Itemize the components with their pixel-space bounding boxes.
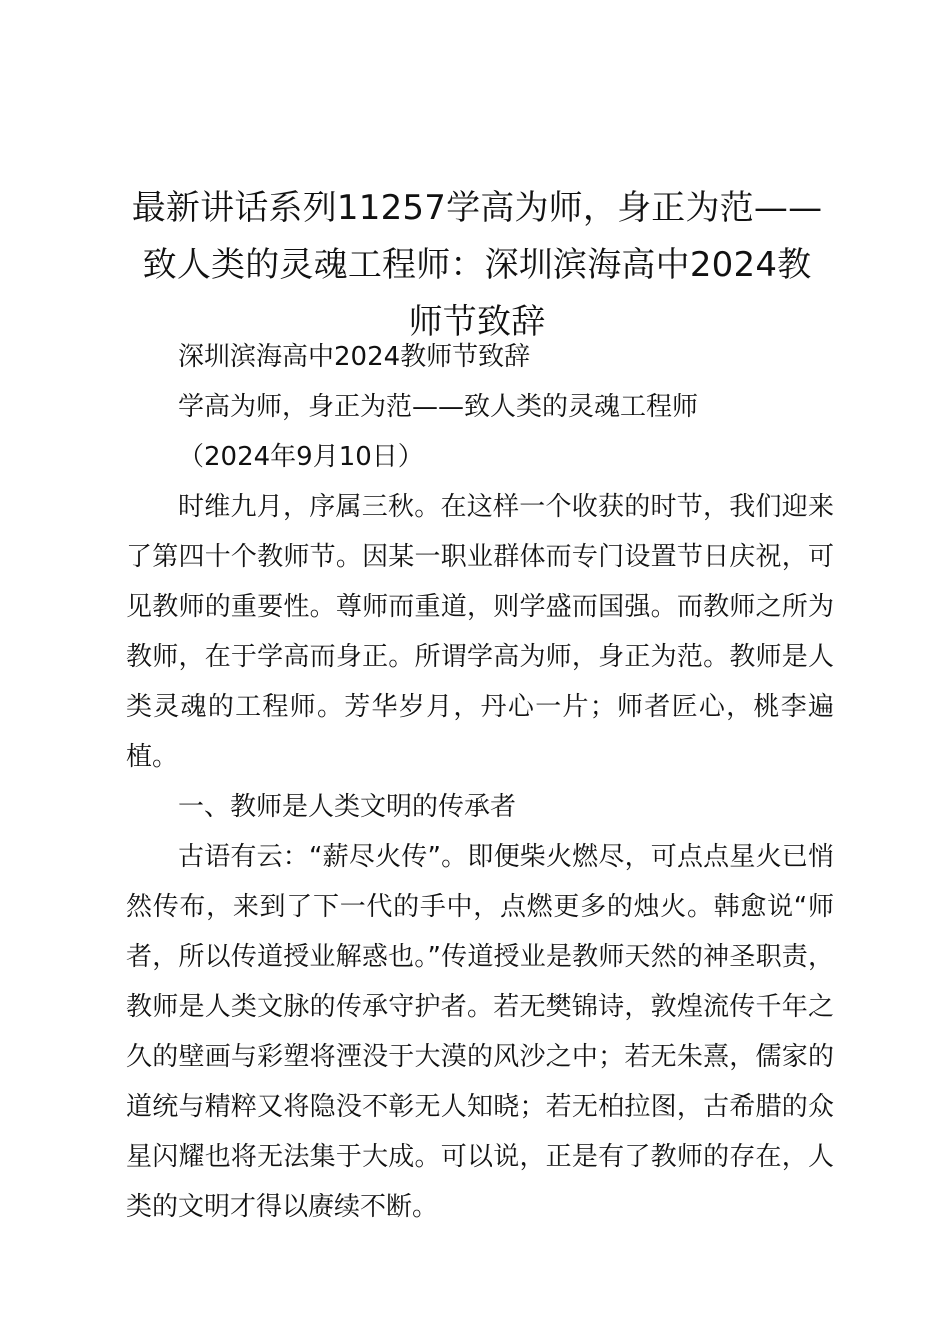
- subtitle-theme: 学高为师，身正为范——致人类的灵魂工程师: [178, 392, 699, 422]
- paragraph-section-1: 古语有云：“薪尽火传”。即便柴火燃尽，可点点星火已悄然传布，来到了下一代的手中，点燃更多的烛火。韩愈说“师者，所以传道授业解惑也。”传道授业是教师天然的神圣职责，教师是人类文脉的传承守护者。若无樊锦诗，敦煌流传千年之久的壁画与彩塑将湮没于大漠的风沙之中；若无朱熹，儒家的道统与精粹又将隐没不彰无人知晓；若无柏拉图，古希腊的众星闪耀也将无法集于大成。可以说，正是有了教师的存在，人类的文明才得以赓续不断。: [126, 842, 834, 1222]
- document-title: 最新讲话系列11257学高为师，身正为范——致人类的灵魂工程师：深圳滨海高中2024教师节致辞: [131, 188, 823, 342]
- subtitle-school: 深圳滨海高中2024教师节致辞: [178, 342, 531, 372]
- date-line: （2024年9月10日）: [178, 442, 424, 472]
- paragraph-opening: 时维九月，序属三秋。在这样一个收获的时节，我们迎来了第四十个教师节。因某一职业群体而专门设置节日庆祝，可见教师的重要性。尊师而重道，则学盛而国强。而教师之所为教师，在于学高而身正。所谓学高为师，身正为范。教师是人类灵魂的工程师。芳华岁月，丹心一片；师者匠心，桃李遍植。: [126, 492, 834, 772]
- document-body: [126, 332, 834, 1232]
- section-heading-1: 一、教师是人类文明的传承者: [178, 792, 517, 822]
